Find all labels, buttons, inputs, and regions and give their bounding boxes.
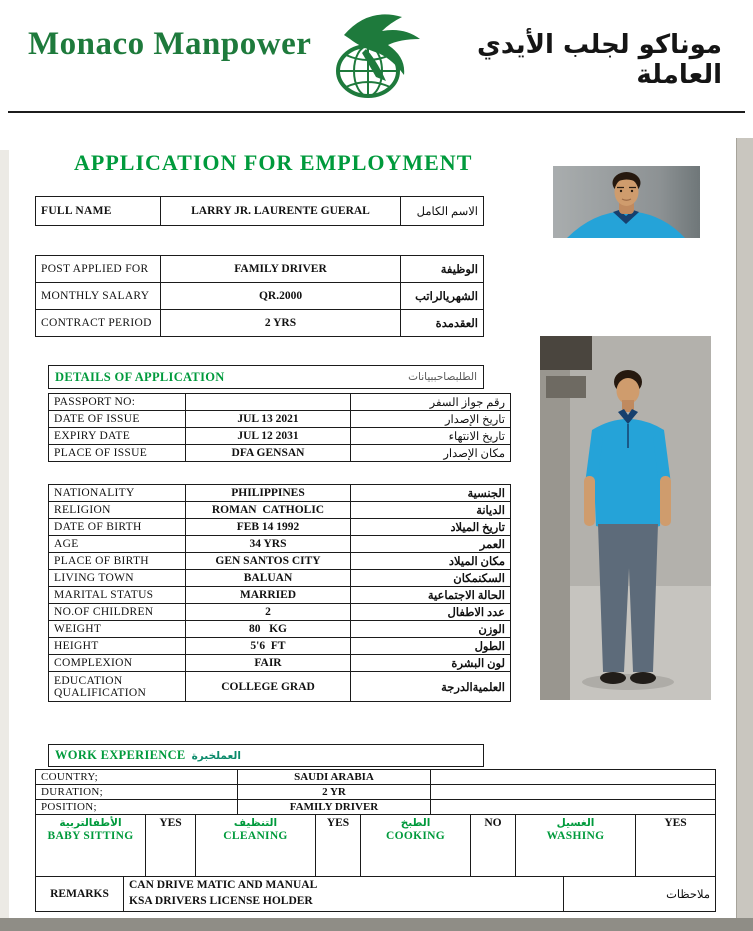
remarks-table xyxy=(35,876,716,912)
table-row xyxy=(49,655,511,672)
field-label-ar: الجنسية xyxy=(351,485,511,502)
work-experience-section-header xyxy=(48,744,484,767)
skill-label: BABY SITTING xyxy=(47,830,134,842)
field-label: WEIGHT xyxy=(49,621,186,638)
table-row xyxy=(36,310,484,337)
field-label-ar: الوظيفة xyxy=(401,256,484,283)
field-label-ar: العمر xyxy=(351,536,511,553)
field-label-ar: العقدمدة xyxy=(401,310,484,337)
remarks-label: REMARKS xyxy=(36,877,124,912)
field-label-ar: العلميةالدرجة xyxy=(351,672,511,702)
skills-table xyxy=(35,814,716,877)
table-row xyxy=(49,428,511,445)
field-label-ar: تاريخ الإصدار xyxy=(351,411,511,428)
full-name-table xyxy=(35,196,484,226)
field-value: 34 YRS xyxy=(186,536,351,553)
field-value: 2 YR xyxy=(238,785,431,800)
field-label: PASSPORT NO: xyxy=(49,394,186,411)
skill-label-cell xyxy=(361,815,471,877)
full-name-value: LARRY JR. LAURENTE GUERAL xyxy=(161,197,401,226)
personal-details-table xyxy=(48,484,511,702)
remarks-line-1: CAN DRIVE MATIC AND MANUAL xyxy=(129,879,318,892)
skill-label-cell xyxy=(516,815,636,877)
field-value: FAMILY DRIVER xyxy=(161,256,401,283)
field-label-ar: مكان الإصدار xyxy=(351,445,511,462)
table-row xyxy=(49,621,511,638)
skill-label-cell xyxy=(196,815,316,877)
table-row xyxy=(49,445,511,462)
field-value: FEB 14 1992 xyxy=(186,519,351,536)
remarks-label-ar: ملاحظات xyxy=(564,877,716,912)
skill-value: NO xyxy=(471,815,516,877)
table-row xyxy=(36,785,716,800)
skill-value: YES xyxy=(146,815,196,877)
work-experience-title-ar: العملخبرة xyxy=(191,749,241,762)
field-value: COLLEGE GRAD xyxy=(186,672,351,702)
field-value: ROMAN CATHOLIC xyxy=(186,502,351,519)
field-label: DURATION; xyxy=(36,785,238,800)
table-row xyxy=(36,256,484,283)
job-table xyxy=(35,255,484,337)
field-value: JUL 12 2031 xyxy=(186,428,351,445)
skill-label-ar: الطبخ xyxy=(400,817,431,829)
full-name-label-ar: الاسم الكامل xyxy=(401,197,484,226)
field-value: FAMILY DRIVER xyxy=(238,800,431,815)
field-label: AGE xyxy=(49,536,186,553)
header-divider xyxy=(8,111,745,113)
field-label: EDUCATION QUALIFICATION xyxy=(49,672,186,702)
work-experience-table xyxy=(35,769,716,815)
table-row xyxy=(36,283,484,310)
falcon-globe-logo-icon xyxy=(316,5,434,107)
passport-table xyxy=(48,393,511,462)
table-row xyxy=(36,800,716,815)
field-label-ar: السكنمكان xyxy=(351,570,511,587)
skill-label: CLEANING xyxy=(223,830,288,842)
field-label: DATE OF ISSUE xyxy=(49,411,186,428)
table-row xyxy=(49,672,511,702)
table-row xyxy=(49,553,511,570)
empty-cell xyxy=(431,800,716,815)
field-label: MONTHLY SALARY xyxy=(36,283,161,310)
field-value: DFA GENSAN xyxy=(186,445,351,462)
skill-value: YES xyxy=(316,815,361,877)
field-label: LIVING TOWN xyxy=(49,570,186,587)
field-label: POST APPLIED FOR xyxy=(36,256,161,283)
field-value: SAUDI ARABIA xyxy=(238,770,431,785)
applicant-photo-headshot xyxy=(553,166,700,238)
table-row xyxy=(36,815,716,877)
details-section-title: DETAILS OF APPLICATION xyxy=(55,369,225,384)
table-row xyxy=(49,519,511,536)
field-label-ar: تاريخ الميلاد xyxy=(351,519,511,536)
field-label-ar: عدد الاطفال xyxy=(351,604,511,621)
empty-cell xyxy=(431,785,716,800)
field-label: COMPLEXION xyxy=(49,655,186,672)
field-value: FAIR xyxy=(186,655,351,672)
field-label-ar: الحالة الاجتماعية xyxy=(351,587,511,604)
field-value: MARRIED xyxy=(186,587,351,604)
details-section-header xyxy=(48,365,484,389)
field-label: RELIGION xyxy=(49,502,186,519)
table-row xyxy=(49,485,511,502)
scan-edge-left xyxy=(0,150,9,918)
field-value: QR.2000 xyxy=(161,283,401,310)
table-row xyxy=(49,570,511,587)
field-label-ar: الوزن xyxy=(351,621,511,638)
field-label: HEIGHT xyxy=(49,638,186,655)
full-name-label: FULL NAME xyxy=(36,197,161,226)
field-label-ar: مكان الميلاد xyxy=(351,553,511,570)
field-label: PLACE OF ISSUE xyxy=(49,445,186,462)
field-label-ar: لون البشرة xyxy=(351,655,511,672)
field-label: POSITION; xyxy=(36,800,238,815)
skill-label: WASHING xyxy=(546,830,605,842)
skill-label-ar: التنظيف xyxy=(233,817,278,829)
skill-value: YES xyxy=(636,815,716,877)
skill-label-cell xyxy=(36,815,146,877)
field-label: MARITAL STATUS xyxy=(49,587,186,604)
field-value: JUL 13 2021 xyxy=(186,411,351,428)
field-label-ar: الديانة xyxy=(351,502,511,519)
scan-edge-bottom xyxy=(0,918,753,931)
skill-label-ar: الغسيل xyxy=(556,817,595,829)
remarks-value xyxy=(124,877,564,912)
work-experience-title: WORK EXPERIENCE xyxy=(55,748,186,762)
scan-edge-right xyxy=(736,138,753,931)
brand-name-en: Monaco Manpower xyxy=(28,26,312,62)
field-label: COUNTRY; xyxy=(36,770,238,785)
remarks-line-2: KSA DRIVERS LICENSE HOLDER xyxy=(129,895,313,907)
table-row xyxy=(49,411,511,428)
field-label: DATE OF BIRTH xyxy=(49,519,186,536)
field-label-ar: رقم جواز السفر xyxy=(351,394,511,411)
table-row xyxy=(49,587,511,604)
table-row xyxy=(49,638,511,655)
applicant-photo-fullbody xyxy=(540,336,711,700)
table-row xyxy=(49,502,511,519)
table-row xyxy=(49,536,511,553)
field-label-ar: الشهريالراتب xyxy=(401,283,484,310)
field-label: PLACE OF BIRTH xyxy=(49,553,186,570)
field-label: CONTRACT PERIOD xyxy=(36,310,161,337)
field-label-ar: الطول xyxy=(351,638,511,655)
field-value: PHILIPPINES xyxy=(186,485,351,502)
field-value: 2 YRS xyxy=(161,310,401,337)
details-section-title-ar: الطلبصاحببيانات xyxy=(408,371,477,383)
field-value: BALUAN xyxy=(186,570,351,587)
field-label: NO.OF CHILDREN xyxy=(49,604,186,621)
table-row xyxy=(36,770,716,785)
skill-label: COOKING xyxy=(386,830,445,842)
field-value: 5'6 FT xyxy=(186,638,351,655)
table-row xyxy=(36,877,716,912)
field-label: NATIONALITY xyxy=(49,485,186,502)
skill-label-ar: الأطفالتربية xyxy=(59,817,122,829)
field-label-ar: تاريخ الانتهاء xyxy=(351,428,511,445)
table-row xyxy=(49,394,511,411)
field-label: EXPIRY DATE xyxy=(49,428,186,445)
table-row xyxy=(49,604,511,621)
empty-cell xyxy=(431,770,716,785)
table-row xyxy=(36,197,484,226)
field-value: 2 xyxy=(186,604,351,621)
brand-name-ar: موناكو لجلب الأيدي العاملة xyxy=(477,30,722,90)
field-value xyxy=(186,394,351,411)
field-value: 80 KG xyxy=(186,621,351,638)
page-title: APPLICATION FOR EMPLOYMENT xyxy=(74,150,473,175)
field-value: GEN SANTOS CITY xyxy=(186,553,351,570)
